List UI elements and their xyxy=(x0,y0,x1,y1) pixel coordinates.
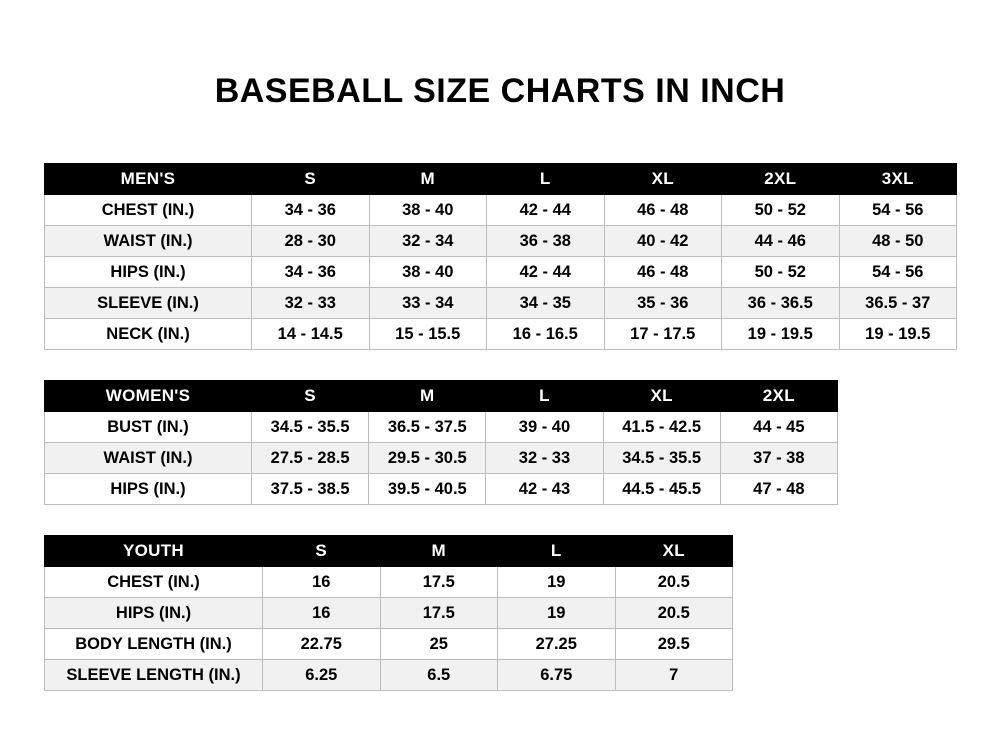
table-header-row xyxy=(45,381,838,412)
cell: 29.5 xyxy=(615,629,733,660)
row-label: CHEST (IN.) xyxy=(45,195,252,226)
mens-table-body xyxy=(45,195,957,350)
cell: 44.5 - 45.5 xyxy=(603,474,720,505)
cell: 19 xyxy=(498,567,616,598)
cell: 6.5 xyxy=(380,660,498,691)
mens-size-table xyxy=(44,163,957,350)
row-label: HIPS (IN.) xyxy=(45,257,252,288)
table-row xyxy=(45,598,733,629)
row-label: CHEST (IN.) xyxy=(45,567,263,598)
cell: 16 xyxy=(263,567,381,598)
cell: 38 - 40 xyxy=(369,257,487,288)
cell: 37.5 - 38.5 xyxy=(252,474,369,505)
cell: 46 - 48 xyxy=(604,195,722,226)
youth-header-m: M xyxy=(380,536,498,567)
row-label: HIPS (IN.) xyxy=(45,474,252,505)
cell: 16 - 16.5 xyxy=(487,319,605,350)
womens-header-s: S xyxy=(252,381,369,412)
cell: 42 - 44 xyxy=(487,257,605,288)
row-label: HIPS (IN.) xyxy=(45,598,263,629)
womens-header-2xl: 2XL xyxy=(720,381,837,412)
cell: 54 - 56 xyxy=(839,257,957,288)
table-row xyxy=(45,629,733,660)
table-row xyxy=(45,660,733,691)
cell: 7 xyxy=(615,660,733,691)
mens-header-m: M xyxy=(369,164,487,195)
womens-table-head xyxy=(45,381,838,412)
table-row xyxy=(45,257,957,288)
cell: 36.5 - 37.5 xyxy=(369,412,486,443)
cell: 17.5 xyxy=(380,598,498,629)
womens-header-l: L xyxy=(486,381,603,412)
table-row xyxy=(45,226,957,257)
cell: 36.5 - 37 xyxy=(839,288,957,319)
table-row xyxy=(45,319,957,350)
youth-table-head xyxy=(45,536,733,567)
cell: 42 - 43 xyxy=(486,474,603,505)
cell: 22.75 xyxy=(263,629,381,660)
cell: 16 xyxy=(263,598,381,629)
row-label: NECK (IN.) xyxy=(45,319,252,350)
cell: 32 - 33 xyxy=(252,288,370,319)
row-label: BODY LENGTH (IN.) xyxy=(45,629,263,660)
cell: 6.75 xyxy=(498,660,616,691)
cell: 35 - 36 xyxy=(604,288,722,319)
cell: 46 - 48 xyxy=(604,257,722,288)
row-label: WAIST (IN.) xyxy=(45,226,252,257)
table-row xyxy=(45,412,838,443)
cell: 20.5 xyxy=(615,598,733,629)
cell: 17.5 xyxy=(380,567,498,598)
cell: 50 - 52 xyxy=(722,257,840,288)
cell: 48 - 50 xyxy=(839,226,957,257)
table-row xyxy=(45,195,957,226)
mens-header-s: S xyxy=(252,164,370,195)
cell: 19 xyxy=(498,598,616,629)
table-row xyxy=(45,474,838,505)
cell: 54 - 56 xyxy=(839,195,957,226)
cell: 15 - 15.5 xyxy=(369,319,487,350)
womens-header-category: WOMEN'S xyxy=(45,381,252,412)
cell: 27.5 - 28.5 xyxy=(252,443,369,474)
mens-header-l: L xyxy=(487,164,605,195)
cell: 32 - 34 xyxy=(369,226,487,257)
cell: 34 - 36 xyxy=(252,195,370,226)
cell: 34.5 - 35.5 xyxy=(603,443,720,474)
womens-header-m: M xyxy=(369,381,486,412)
cell: 19 - 19.5 xyxy=(722,319,840,350)
cell: 39 - 40 xyxy=(486,412,603,443)
size-tables-container xyxy=(0,163,1000,691)
cell: 19 - 19.5 xyxy=(839,319,957,350)
cell: 47 - 48 xyxy=(720,474,837,505)
cell: 34.5 - 35.5 xyxy=(252,412,369,443)
row-label: SLEEVE (IN.) xyxy=(45,288,252,319)
cell: 17 - 17.5 xyxy=(604,319,722,350)
cell: 28 - 30 xyxy=(252,226,370,257)
cell: 29.5 - 30.5 xyxy=(369,443,486,474)
cell: 36 - 36.5 xyxy=(722,288,840,319)
row-label: SLEEVE LENGTH (IN.) xyxy=(45,660,263,691)
cell: 33 - 34 xyxy=(369,288,487,319)
cell: 20.5 xyxy=(615,567,733,598)
cell: 27.25 xyxy=(498,629,616,660)
mens-table-head xyxy=(45,164,957,195)
cell: 38 - 40 xyxy=(369,195,487,226)
page-title: BASEBALL SIZE CHARTS IN INCH xyxy=(214,72,786,110)
table-row xyxy=(45,567,733,598)
table-header-row xyxy=(45,164,957,195)
cell: 32 - 33 xyxy=(486,443,603,474)
cell: 41.5 - 42.5 xyxy=(603,412,720,443)
cell: 14 - 14.5 xyxy=(252,319,370,350)
mens-header-category: MEN'S xyxy=(45,164,252,195)
cell: 34 - 36 xyxy=(252,257,370,288)
cell: 25 xyxy=(380,629,498,660)
cell: 42 - 44 xyxy=(487,195,605,226)
cell: 44 - 45 xyxy=(720,412,837,443)
cell: 39.5 - 40.5 xyxy=(369,474,486,505)
table-header-row xyxy=(45,536,733,567)
womens-table-body xyxy=(45,412,838,505)
table-row xyxy=(45,443,838,474)
womens-size-table xyxy=(44,380,838,505)
youth-header-s: S xyxy=(263,536,381,567)
cell: 6.25 xyxy=(263,660,381,691)
cell: 36 - 38 xyxy=(487,226,605,257)
youth-header-category: YOUTH xyxy=(45,536,263,567)
mens-header-xl: XL xyxy=(604,164,722,195)
cell: 34 - 35 xyxy=(487,288,605,319)
mens-header-2xl: 2XL xyxy=(722,164,840,195)
cell: 37 - 38 xyxy=(720,443,837,474)
youth-size-table xyxy=(44,535,733,691)
cell: 44 - 46 xyxy=(722,226,840,257)
mens-header-3xl: 3XL xyxy=(839,164,957,195)
womens-header-xl: XL xyxy=(603,381,720,412)
table-row xyxy=(45,288,957,319)
row-label: WAIST (IN.) xyxy=(45,443,252,474)
cell: 50 - 52 xyxy=(722,195,840,226)
youth-header-xl: XL xyxy=(615,536,733,567)
youth-table-body xyxy=(45,567,733,691)
row-label: BUST (IN.) xyxy=(45,412,252,443)
youth-header-l: L xyxy=(498,536,616,567)
cell: 40 - 42 xyxy=(604,226,722,257)
